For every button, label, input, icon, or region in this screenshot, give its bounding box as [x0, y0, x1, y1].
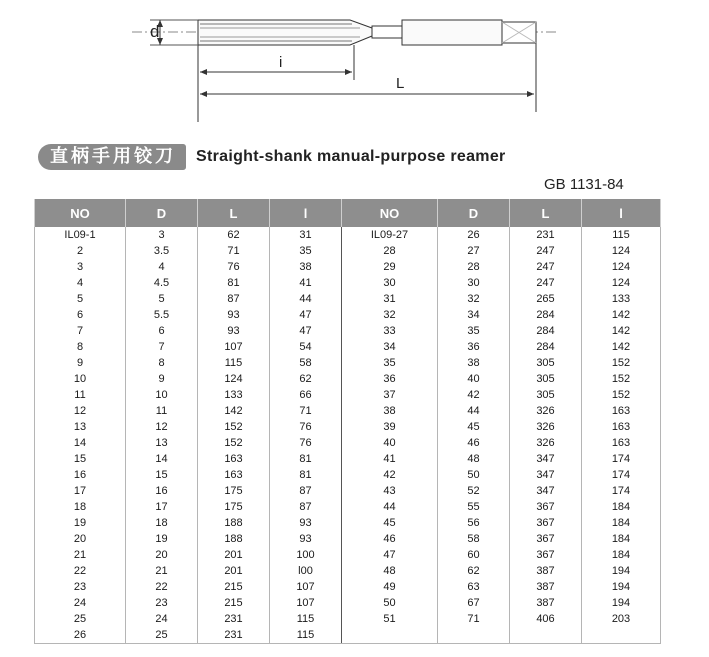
- table-cell: 9: [35, 355, 126, 371]
- table-cell: 48: [342, 563, 438, 579]
- table-cell: 115: [582, 227, 661, 243]
- table-cell: 4: [126, 259, 198, 275]
- table-cell: 124: [582, 243, 661, 259]
- table-cell: 21: [126, 563, 198, 579]
- arrowhead: [345, 69, 352, 75]
- table-cell: 33: [342, 323, 438, 339]
- table-cell: 347: [510, 451, 582, 467]
- table-row: [35, 499, 661, 515]
- table-cell: 152: [582, 387, 661, 403]
- table-cell: 5: [126, 291, 198, 307]
- table-row: [35, 387, 661, 403]
- table-cell: 38: [342, 403, 438, 419]
- table-cell: 194: [582, 579, 661, 595]
- label-i: i: [279, 54, 283, 71]
- table-cell: 40: [438, 371, 510, 387]
- table-cell: 24: [35, 595, 126, 611]
- table-cell: 81: [270, 451, 342, 467]
- table-cell: 21: [35, 547, 126, 563]
- table-cell: 32: [342, 307, 438, 323]
- table-cell: 93: [198, 323, 270, 339]
- table-cell: 38: [270, 259, 342, 275]
- table-row: [35, 275, 661, 291]
- table-cell: 37: [342, 387, 438, 403]
- table-cell: 115: [198, 355, 270, 371]
- table-cell: 8: [126, 355, 198, 371]
- table-row: [35, 243, 661, 259]
- table-cell: 30: [438, 275, 510, 291]
- table-cell: 9: [126, 371, 198, 387]
- table-cell: 284: [510, 339, 582, 355]
- table-cell: 25: [126, 627, 198, 644]
- table-cell: 42: [342, 467, 438, 483]
- table-cell: 10: [126, 387, 198, 403]
- title-english: Straight-shank manual-purpose reamer: [196, 148, 506, 165]
- table-cell: 184: [582, 499, 661, 515]
- table-cell: 50: [342, 595, 438, 611]
- table-cell: 20: [35, 531, 126, 547]
- reamer-shank: [402, 20, 502, 45]
- table-cell: 7: [35, 323, 126, 339]
- table-row: [35, 467, 661, 483]
- table-cell: 215: [198, 579, 270, 595]
- table-cell: 142: [582, 339, 661, 355]
- header-flute-length: l: [582, 199, 661, 227]
- table-cell: 62: [198, 227, 270, 243]
- header-no: NO: [35, 199, 126, 227]
- table-cell: 247: [510, 259, 582, 275]
- table-cell: 47: [270, 307, 342, 323]
- table-cell: 87: [270, 483, 342, 499]
- table-row: [35, 339, 661, 355]
- table-cell: 71: [198, 243, 270, 259]
- table-cell: 27: [438, 243, 510, 259]
- table-row: [35, 259, 661, 275]
- table-cell: 31: [270, 227, 342, 243]
- table-cell: 3: [35, 259, 126, 275]
- table-cell: 387: [510, 595, 582, 611]
- table-cell: 48: [438, 451, 510, 467]
- table-cell: 30: [342, 275, 438, 291]
- table-cell: 3: [126, 227, 198, 243]
- table-cell: 188: [198, 531, 270, 547]
- table-cell: 326: [510, 419, 582, 435]
- table-cell: 62: [270, 371, 342, 387]
- arrowhead: [200, 69, 207, 75]
- table-cell: 326: [510, 435, 582, 451]
- table-cell: 45: [438, 419, 510, 435]
- table-cell: 8: [35, 339, 126, 355]
- product-title: [38, 144, 506, 170]
- table-row: [35, 323, 661, 339]
- table-row: [35, 579, 661, 595]
- table-cell: 87: [198, 291, 270, 307]
- table-cell: 71: [438, 611, 510, 627]
- table-cell: 194: [582, 595, 661, 611]
- title-chinese: 直柄手用铰刀: [38, 144, 186, 170]
- table-cell: 58: [270, 355, 342, 371]
- table-row: [35, 307, 661, 323]
- table-cell: 174: [582, 483, 661, 499]
- table-cell: 347: [510, 467, 582, 483]
- table-cell: 163: [582, 419, 661, 435]
- table-cell: 284: [510, 323, 582, 339]
- table-cell: 175: [198, 483, 270, 499]
- table-cell: 36: [342, 371, 438, 387]
- table-cell: 16: [35, 467, 126, 483]
- table-row: [35, 563, 661, 579]
- table-cell: 41: [270, 275, 342, 291]
- table-cell: 107: [270, 595, 342, 611]
- table-cell: 81: [270, 467, 342, 483]
- table-cell: 14: [35, 435, 126, 451]
- table-cell: 142: [198, 403, 270, 419]
- table-cell: 184: [582, 531, 661, 547]
- table-cell: 28: [342, 243, 438, 259]
- table-cell: 265: [510, 291, 582, 307]
- table-cell: 76: [270, 419, 342, 435]
- table-cell: 13: [35, 419, 126, 435]
- table-cell: 152: [582, 355, 661, 371]
- table-cell: 11: [35, 387, 126, 403]
- table-cell: 124: [582, 275, 661, 291]
- table-cell: 34: [438, 307, 510, 323]
- table-cell: 247: [510, 243, 582, 259]
- table-cell: 41: [342, 451, 438, 467]
- table-cell: 3.5: [126, 243, 198, 259]
- table-cell: [342, 627, 438, 644]
- table-cell: 194: [582, 563, 661, 579]
- table-cell: IL09-1: [35, 227, 126, 243]
- table-cell: 305: [510, 371, 582, 387]
- table-cell: 247: [510, 275, 582, 291]
- table-cell: [582, 627, 661, 644]
- table-cell: 305: [510, 387, 582, 403]
- table-cell: 54: [270, 339, 342, 355]
- table-cell: 60: [438, 547, 510, 563]
- table-cell: 13: [126, 435, 198, 451]
- table-cell: IL09-27: [342, 227, 438, 243]
- table-cell: 163: [198, 451, 270, 467]
- table-cell: 26: [438, 227, 510, 243]
- table-cell: 18: [35, 499, 126, 515]
- table-cell: 124: [582, 259, 661, 275]
- table-cell: 203: [582, 611, 661, 627]
- table-cell: 174: [582, 467, 661, 483]
- table-cell: 6: [126, 323, 198, 339]
- table-row: [35, 547, 661, 563]
- table-row: [35, 595, 661, 611]
- table-cell: 10: [35, 371, 126, 387]
- table-cell: 17: [35, 483, 126, 499]
- table-cell: 188: [198, 515, 270, 531]
- table-cell: 115: [270, 627, 342, 644]
- table-cell: 163: [198, 467, 270, 483]
- table-cell: 142: [582, 307, 661, 323]
- table-cell: 38: [438, 355, 510, 371]
- header-d: D: [438, 199, 510, 227]
- table-cell: 163: [582, 403, 661, 419]
- table-cell: 12: [35, 403, 126, 419]
- table-cell: 39: [342, 419, 438, 435]
- table-cell: 15: [126, 467, 198, 483]
- table-cell: 52: [438, 483, 510, 499]
- table-cell: 76: [198, 259, 270, 275]
- table-cell: 5: [35, 291, 126, 307]
- table-cell: 24: [126, 611, 198, 627]
- table-row: [35, 627, 661, 644]
- table-row: [35, 371, 661, 387]
- table-cell: 18: [126, 515, 198, 531]
- table-cell: 44: [270, 291, 342, 307]
- header-no: NO: [342, 199, 438, 227]
- table-cell: 67: [438, 595, 510, 611]
- table-cell: 201: [198, 547, 270, 563]
- table-cell: 22: [126, 579, 198, 595]
- table-cell: 142: [582, 323, 661, 339]
- reamer-neck: [372, 26, 402, 38]
- table-cell: 201: [198, 563, 270, 579]
- table-cell: 14: [126, 451, 198, 467]
- table-row: [35, 531, 661, 547]
- table-cell: 46: [438, 435, 510, 451]
- table-cell: 66: [270, 387, 342, 403]
- table-cell: 5.5: [126, 307, 198, 323]
- table-cell: 184: [582, 547, 661, 563]
- table-row: [35, 451, 661, 467]
- table-cell: 184: [582, 515, 661, 531]
- table-cell: 45: [342, 515, 438, 531]
- table-cell: 347: [510, 483, 582, 499]
- table-cell: 152: [582, 371, 661, 387]
- table-cell: 284: [510, 307, 582, 323]
- table-cell: 107: [270, 579, 342, 595]
- table-cell: 87: [270, 499, 342, 515]
- table-cell: 367: [510, 547, 582, 563]
- table-cell: 326: [510, 403, 582, 419]
- table-cell: 93: [270, 515, 342, 531]
- table-cell: 174: [582, 451, 661, 467]
- table-cell: 34: [342, 339, 438, 355]
- table-cell: 15: [35, 451, 126, 467]
- table-cell: 71: [270, 403, 342, 419]
- table-cell: 11: [126, 403, 198, 419]
- table-cell: 81: [198, 275, 270, 291]
- table-cell: 43: [342, 483, 438, 499]
- table-cell: 305: [510, 355, 582, 371]
- table-cell: 19: [126, 531, 198, 547]
- table-cell: 47: [270, 323, 342, 339]
- table-cell: 58: [438, 531, 510, 547]
- table-cell: 63: [438, 579, 510, 595]
- table-cell: 4.5: [126, 275, 198, 291]
- table-cell: 367: [510, 515, 582, 531]
- table-row: [35, 291, 661, 307]
- table-cell: 175: [198, 499, 270, 515]
- table-cell: 50: [438, 467, 510, 483]
- table-cell: 47: [342, 547, 438, 563]
- table-cell: 55: [438, 499, 510, 515]
- arrowhead: [200, 91, 207, 97]
- table-cell: 35: [270, 243, 342, 259]
- table-cell: [438, 627, 510, 644]
- table-cell: 44: [438, 403, 510, 419]
- table-row: [35, 611, 661, 627]
- table-cell: 28: [438, 259, 510, 275]
- table-cell: 4: [35, 275, 126, 291]
- table-cell: 36: [438, 339, 510, 355]
- table-cell: 133: [582, 291, 661, 307]
- table-cell: 133: [198, 387, 270, 403]
- table-cell: 23: [126, 595, 198, 611]
- table-cell: 231: [510, 227, 582, 243]
- header-flute-length: l: [270, 199, 342, 227]
- table-cell: 152: [198, 419, 270, 435]
- table-cell: 163: [582, 435, 661, 451]
- table-cell: 387: [510, 563, 582, 579]
- table-cell: 7: [126, 339, 198, 355]
- table-row: [35, 227, 661, 243]
- table-cell: 22: [35, 563, 126, 579]
- table-cell: 16: [126, 483, 198, 499]
- table-cell: 44: [342, 499, 438, 515]
- table-header-row: [35, 199, 661, 227]
- table-cell: 49: [342, 579, 438, 595]
- table-cell: 152: [198, 435, 270, 451]
- table-cell: [510, 627, 582, 644]
- table-cell: 115: [270, 611, 342, 627]
- table-cell: 40: [342, 435, 438, 451]
- table-cell: 215: [198, 595, 270, 611]
- table-cell: 231: [198, 611, 270, 627]
- table-cell: 35: [438, 323, 510, 339]
- table-cell: 29: [342, 259, 438, 275]
- table-cell: 93: [270, 531, 342, 547]
- table-row: [35, 435, 661, 451]
- table-row: [35, 483, 661, 499]
- table-cell: 406: [510, 611, 582, 627]
- table-cell: 367: [510, 531, 582, 547]
- table-cell: 23: [35, 579, 126, 595]
- table-cell: 20: [126, 547, 198, 563]
- table-cell: 124: [198, 371, 270, 387]
- arrowhead: [527, 91, 534, 97]
- table-cell: 2: [35, 243, 126, 259]
- table-cell: 100: [270, 547, 342, 563]
- table-cell: 387: [510, 579, 582, 595]
- table-cell: 35: [342, 355, 438, 371]
- header-length: L: [198, 199, 270, 227]
- table-row: [35, 419, 661, 435]
- table-cell: 76: [270, 435, 342, 451]
- table-cell: 32: [438, 291, 510, 307]
- table-cell: 46: [342, 531, 438, 547]
- table-cell: 367: [510, 499, 582, 515]
- table-cell: 19: [35, 515, 126, 531]
- table-cell: 26: [35, 627, 126, 644]
- header-d: D: [126, 199, 198, 227]
- label-d: d: [150, 22, 160, 41]
- standard-code: GB 1131-84: [544, 176, 624, 193]
- header-length: L: [510, 199, 582, 227]
- table-row: [35, 403, 661, 419]
- table-cell: 62: [438, 563, 510, 579]
- spec-table: [34, 199, 661, 644]
- table-cell: l00: [270, 563, 342, 579]
- table-cell: 17: [126, 499, 198, 515]
- table-cell: 51: [342, 611, 438, 627]
- table-row: [35, 355, 661, 371]
- table-cell: 31: [342, 291, 438, 307]
- table-cell: 56: [438, 515, 510, 531]
- reamer-drawing: [0, 0, 709, 140]
- table-cell: 6: [35, 307, 126, 323]
- table-cell: 231: [198, 627, 270, 644]
- table-cell: 42: [438, 387, 510, 403]
- table-cell: 93: [198, 307, 270, 323]
- table-row: [35, 515, 661, 531]
- label-L: L: [396, 75, 405, 92]
- table-cell: 25: [35, 611, 126, 627]
- table-cell: 107: [198, 339, 270, 355]
- table-cell: 12: [126, 419, 198, 435]
